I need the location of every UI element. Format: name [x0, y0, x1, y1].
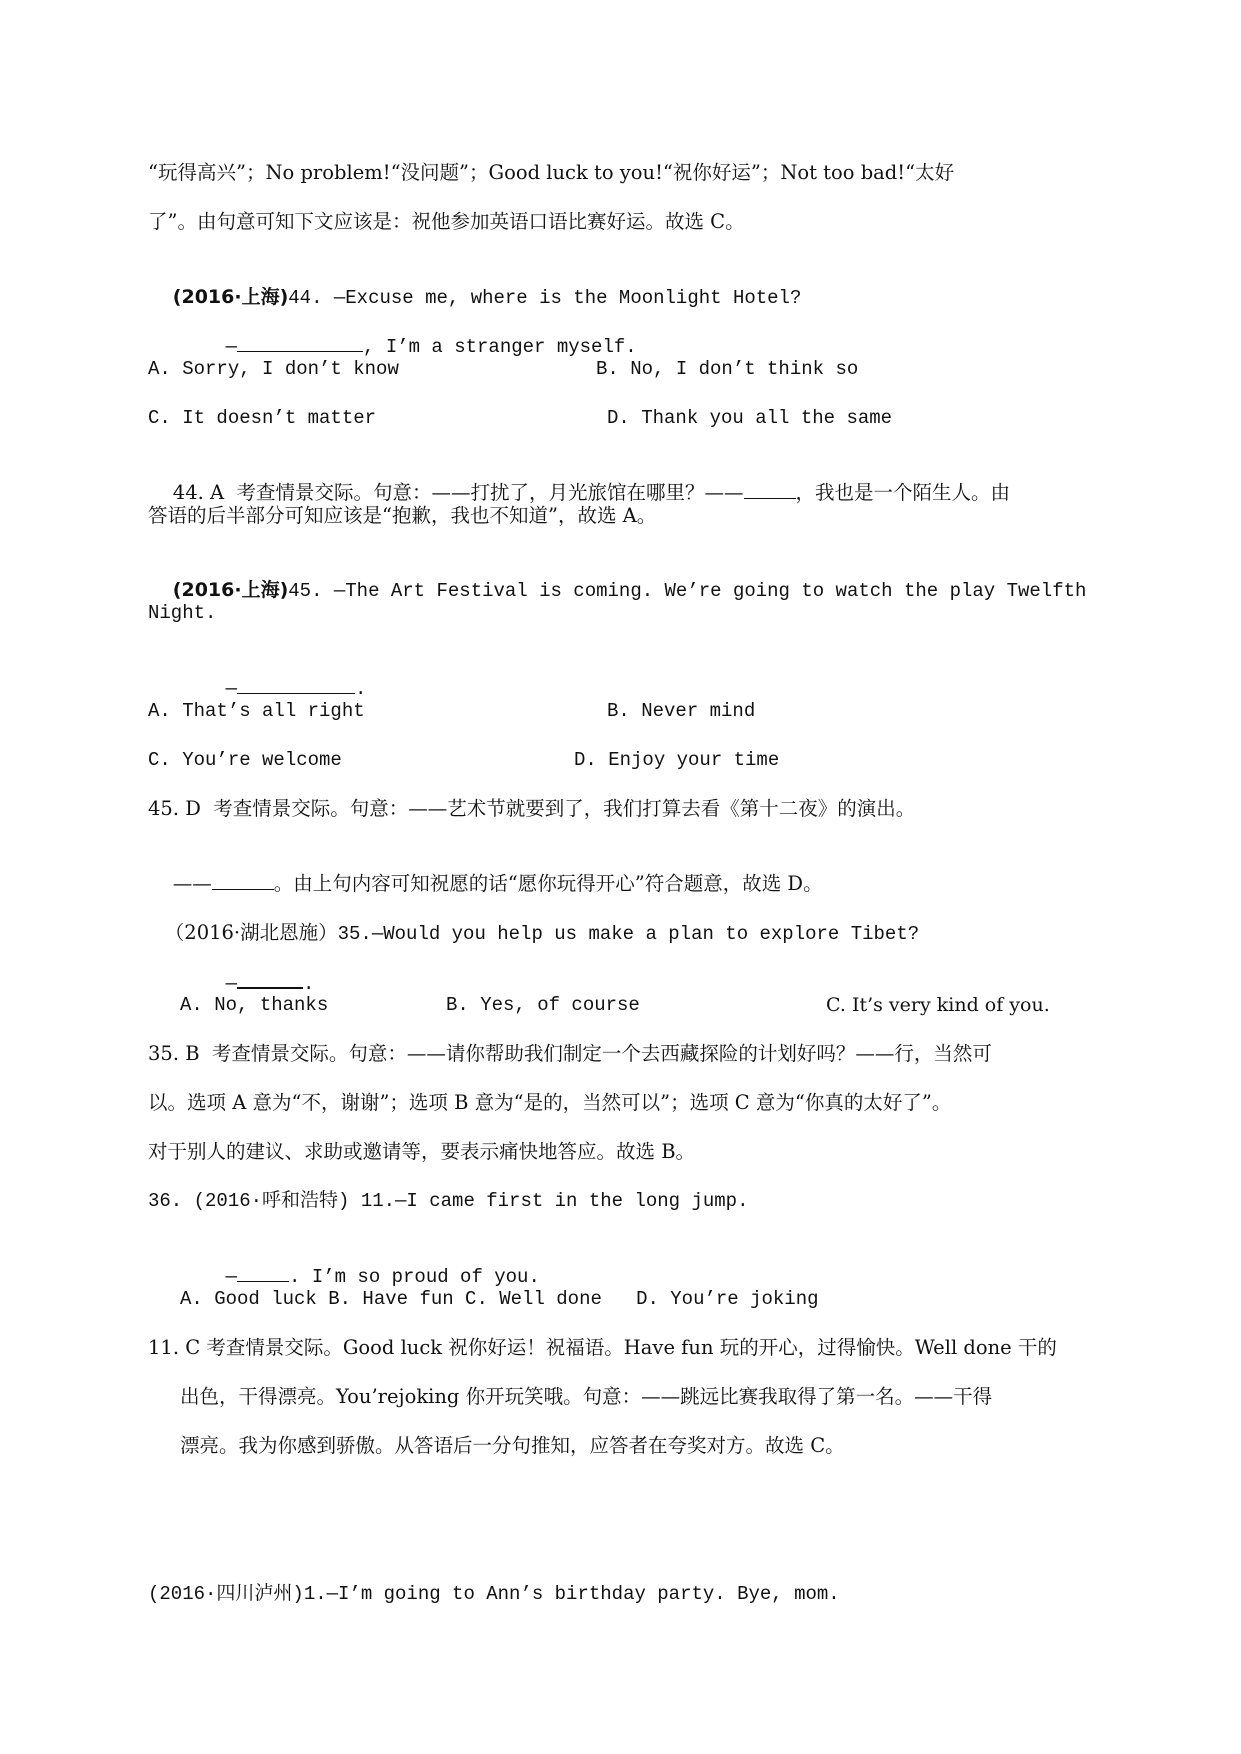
option-b: B. Yes, of course [446, 994, 640, 1016]
dash: — [225, 336, 238, 358]
option-d: D. Enjoy your time [574, 749, 780, 771]
answer-text: ，我也是一个陌生人。由 [795, 481, 1011, 504]
answer-36-line-2: 出色，干得漂亮。You’rejoking 你开玩笑哦。句意：——跳远比赛我取得了第一名。——干得 [180, 1385, 993, 1408]
option-d: D. Thank you all the same [607, 407, 893, 429]
question-text: 44. —Excuse me, where is the Moonlight Hotel? [288, 287, 802, 309]
answer-44-line-2: 答语的后半部分可知应该是“抱歉，我也不知道”，故选 A。 [148, 504, 657, 527]
option-b: B. Never mind [607, 700, 756, 722]
option-c: C. It’s very kind of you. [826, 994, 1050, 1016]
text-line: “玩得高兴”；No problem!“没问题”；Good luck to you!“祝你好运”；Not too bad!“太好 [148, 161, 955, 184]
answer-text: 44. A 考查情景交际。句意：——打扰了，月光旅馆在哪里？—— [172, 481, 744, 504]
answer-36-line-1: 11. C 考查情景交际。Good luck 祝你好运！祝福语。Have fun 玩的开心，过得愉快。Well done 干的 [148, 1336, 1057, 1359]
text-line: 了”。由句意可知下文应该是：祝他参加英语口语比赛好运。故选 C。 [148, 210, 745, 233]
question-source: (2016·上海) [172, 286, 289, 308]
answer-text: 。由上句内容可知祝愿的话“愿你玩得开心”符合题意，故选 D。 [273, 872, 823, 895]
answer-35-line-3: 对于别人的建议、求助或邀请等，要表示痛快地答应。故选 B。 [148, 1140, 696, 1163]
answer-blank [237, 333, 363, 352]
answer-text: —— [172, 872, 212, 895]
question-36-stem: 36. (2016·呼和浩特) 11.—I came first in the long jump. [148, 1190, 749, 1212]
reply-text: . [303, 973, 315, 995]
question-text: 35.—Would you help us make a plan to explore Tibet? [337, 923, 920, 945]
reply-text: . [355, 678, 367, 700]
question-source: （2016·湖北恩施） [164, 921, 338, 944]
answer-blank [237, 969, 303, 989]
question-1-stem: (2016·四川泸州)1.—I’m going to Ann’s birthday party. Bye, mom. [148, 1583, 840, 1605]
option-b: B. No, I don’t think so [596, 358, 859, 380]
question-text: 45. —The Art Festival is coming. We’re going to watch the play Twelfth [288, 580, 1087, 602]
question-45-stem [148, 551, 1086, 630]
answer-blank [212, 871, 274, 890]
answer-45-line-1: 45. D 考查情景交际。句意：——艺术节就要到了，我们打算去看《第十二夜》的演出。 [148, 797, 916, 820]
answer-blank [744, 480, 796, 499]
question-45-stem-2: Night. [148, 602, 217, 624]
dash: — [225, 678, 238, 700]
option-a: A. No, thanks [180, 994, 329, 1016]
reply-text: . I’m so proud of you. [289, 1266, 540, 1288]
answer-blank [237, 675, 355, 694]
dash: — [225, 1266, 238, 1288]
option-c: C. You’re welcome [148, 749, 342, 771]
option-a: A. Sorry, I don’t know [148, 358, 399, 380]
dash: — [225, 973, 238, 995]
options-line: A. Good luck B. Have fun C. Well done D. You’re joking [180, 1288, 819, 1310]
answer-35-line-2: 以。选项 A 意为“不，谢谢”；选项 B 意为“是的，当然可以”；选项 C 意为“你真的太好了”。 [148, 1091, 952, 1114]
option-c: C. It doesn’t matter [148, 407, 377, 429]
option-a: A. That’s all right [148, 700, 365, 722]
answer-blank [237, 1263, 289, 1282]
reply-text: , I’m a stranger myself. [363, 336, 637, 358]
answer-35-line-1: 35. B 考查情景交际。句意：——请你帮助我们制定一个去西藏探险的计划好吗？——行，当然可 [148, 1042, 992, 1065]
answer-36-line-3: 漂亮。我为你感到骄傲。从答语后一分句推知，应答者在夸奖对方。故选 C。 [180, 1434, 845, 1457]
question-source: (2016·上海) [172, 579, 289, 601]
